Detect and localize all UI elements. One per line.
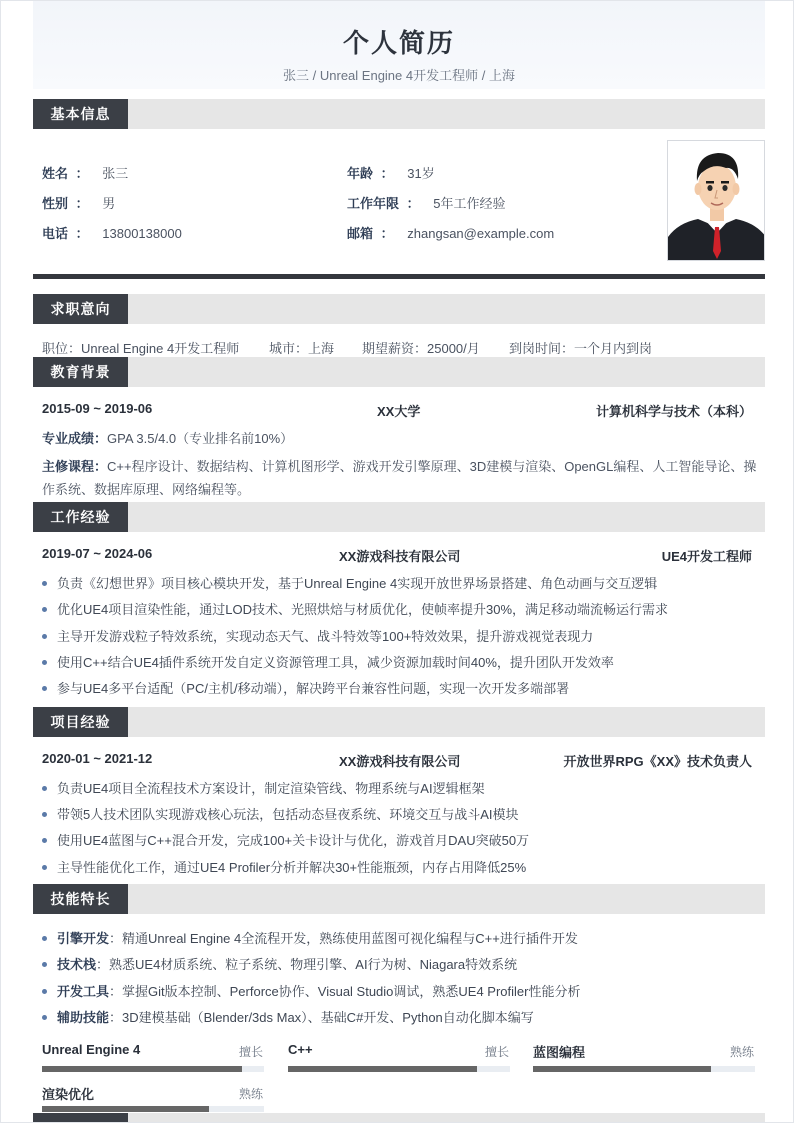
skill-bar-name: C++ bbox=[288, 1042, 313, 1057]
page-title: 个人简历 bbox=[342, 28, 455, 58]
age-value: 31岁 bbox=[407, 166, 435, 181]
courses-text-line1: C++程序设计、数据结构、计算机图形学、游戏开发引擎原理、3D建模与渲染、OpenGL编程、人工智能导论、操 bbox=[107, 459, 757, 474]
section-divider bbox=[33, 274, 765, 279]
intent-salary: 期望薪资：25000/月 bbox=[362, 341, 480, 356]
project-period: 2020-01 ~ 2021-12 bbox=[42, 751, 153, 766]
gpa-label: 专业成绩： bbox=[42, 431, 108, 446]
section-next-header bbox=[33, 1113, 765, 1123]
skill-item: 技术栈：熟悉UE4材质系统、粒子系统、物理引擎、AI行为树、Niagara特效系统 bbox=[42, 954, 517, 973]
name-colon: ： bbox=[75, 166, 89, 181]
section-skills-title: 技能特长 bbox=[33, 884, 128, 914]
section-project-title: 项目经验 bbox=[33, 707, 128, 737]
skill-bar-fill bbox=[42, 1106, 209, 1112]
skill-item: 辅助技能：3D建模基础（Blender/3ds Max）、基础C#开发、Python自动化脚本编写 bbox=[42, 1007, 534, 1026]
email-label: 邮箱 bbox=[347, 226, 374, 241]
section-basic-title: 基本信息 bbox=[33, 99, 128, 129]
gender-value: 男 bbox=[102, 196, 116, 211]
skill-bar-level: 擅长 bbox=[485, 1045, 510, 1059]
years-value: 5年工作经验 bbox=[433, 196, 506, 211]
skill-bar-level: 熟练 bbox=[730, 1045, 755, 1059]
bullet-dot-icon bbox=[42, 786, 47, 791]
section-work-header bbox=[33, 502, 765, 532]
gender-label: 性别 bbox=[42, 196, 69, 211]
education-courses-line1 bbox=[42, 456, 756, 475]
years-label: 工作年限 bbox=[347, 196, 400, 211]
skill-bar-fill bbox=[42, 1066, 242, 1072]
age-colon: ： bbox=[380, 166, 394, 181]
bullet-dot-icon bbox=[42, 865, 47, 870]
skill-bar-track bbox=[42, 1066, 264, 1072]
skill-bar-level: 熟练 bbox=[239, 1087, 264, 1101]
basic-email-row bbox=[347, 223, 554, 242]
phone-colon: ： bbox=[75, 226, 89, 241]
bullet-dot-icon bbox=[42, 812, 47, 817]
gpa-value: GPA 3.5/4.0（专业排名前10%） bbox=[107, 431, 294, 446]
work-company: XX游戏科技有限公司 bbox=[339, 549, 461, 564]
phone-label: 电话 bbox=[42, 226, 69, 241]
name-value: 张三 bbox=[102, 166, 129, 181]
skill-bar-track bbox=[288, 1066, 510, 1072]
project-role: 开放世界RPG《XX》技术负责人 bbox=[563, 754, 752, 769]
bullet-dot-icon bbox=[42, 660, 47, 665]
intent-city: 城市：上海 bbox=[269, 341, 335, 356]
basic-years-row bbox=[347, 193, 506, 212]
project-item: 使用UE4蓝图与C++混合开发，完成100+关卡设计与优化，游戏首月DAU突破50万 bbox=[42, 830, 529, 849]
project-item: 带领5人技术团队实现游戏核心玩法，包括动态昼夜系统、环境交互与战斗AI模块 bbox=[42, 804, 519, 823]
skill-bar-track bbox=[533, 1066, 755, 1072]
education-major: 计算机科学与技术（本科） bbox=[595, 404, 752, 419]
skill-bar-name: 蓝图编程 bbox=[533, 1045, 586, 1060]
education-period: 2015-09 ~ 2019-06 bbox=[42, 401, 153, 416]
phone-value: 13800138000 bbox=[102, 226, 182, 241]
name-label: 姓名 bbox=[42, 166, 69, 181]
section-education-title: 教育背景 bbox=[33, 357, 128, 387]
basic-gender-row bbox=[42, 193, 115, 212]
bullet-dot-icon bbox=[42, 989, 47, 994]
project-item: 负责UE4项目全流程技术方案设计，制定渲染管线、物理系统与AI逻辑框架 bbox=[42, 778, 485, 797]
section-next-title bbox=[33, 1113, 128, 1123]
bullet-dot-icon bbox=[42, 607, 47, 612]
education-courses-line2: 作系统、数据库原理、网络编程等。 bbox=[42, 482, 251, 497]
basic-age-row bbox=[347, 163, 435, 182]
email-colon: ： bbox=[380, 226, 394, 241]
work-item: 参与UE4多平台适配（PC/主机/移动端），解决跨平台兼容性问题，实现一次开发多端部署 bbox=[42, 678, 569, 697]
intent-arrival: 到岗时间：一个月内到岗 bbox=[509, 341, 653, 356]
bullet-dot-icon bbox=[42, 581, 47, 586]
work-item: 使用C++结合UE4插件系统开发自定义资源管理工具，减少资源加载时间40%，提升团队开发效率 bbox=[42, 652, 614, 671]
work-item: 主导开发游戏粒子特效系统，实现动态天气、战斗特效等100+特效效果，提升游戏视觉表现力 bbox=[42, 626, 593, 645]
gender-colon: ： bbox=[75, 196, 89, 211]
section-basic-header bbox=[33, 99, 765, 129]
age-label: 年龄 bbox=[347, 166, 374, 181]
courses-label: 主修课程： bbox=[42, 459, 108, 474]
work-role: UE4开发工程师 bbox=[661, 549, 752, 564]
bullet-dot-icon bbox=[42, 962, 47, 967]
section-work-title: 工作经验 bbox=[33, 502, 128, 532]
section-intent-title: 求职意向 bbox=[33, 294, 128, 324]
basic-phone-row bbox=[42, 223, 182, 242]
project-company: XX游戏科技有限公司 bbox=[339, 754, 461, 769]
skill-bar-name: Unreal Engine 4 bbox=[42, 1042, 141, 1057]
resume-header bbox=[33, 1, 765, 89]
skill-item: 引擎开发：精通Unreal Engine 4全流程开发，熟练使用蓝图可视化编程与C++进行插件开发 bbox=[42, 928, 578, 947]
skill-bar-fill bbox=[288, 1066, 477, 1072]
section-intent-header bbox=[33, 294, 765, 324]
page-subtitle: 张三 / Unreal Engine 4开发工程师 / 上海 bbox=[283, 68, 515, 83]
bullet-dot-icon bbox=[42, 936, 47, 941]
skill-bar-name: 渲染优化 bbox=[42, 1087, 95, 1102]
bullet-dot-icon bbox=[42, 1015, 47, 1020]
work-item: 负责《幻想世界》项目核心模块开发，基于Unreal Engine 4实现开放世界场景搭建、角色动画与交互逻辑 bbox=[42, 573, 657, 592]
bullet-dot-icon bbox=[42, 634, 47, 639]
avatar bbox=[667, 140, 765, 261]
education-school: XX大学 bbox=[377, 404, 421, 419]
basic-name-row bbox=[42, 163, 128, 182]
work-item: 优化UE4项目渲染性能，通过LOD技术、光照烘焙与材质优化，使帧率提升30%，满足移动端流畅运行需求 bbox=[42, 599, 668, 618]
skill-item: 开发工具：掌握Git版本控制、Perforce协作、Visual Studio调试，熟悉UE4 Profiler性能分析 bbox=[42, 981, 580, 1000]
skill-bar-level: 擅长 bbox=[239, 1045, 264, 1059]
project-item: 主导性能优化工作，通过UE4 Profiler分析并解决30+性能瓶颈，内存占用降低25% bbox=[42, 857, 526, 876]
years-colon: ： bbox=[406, 196, 420, 211]
education-gpa bbox=[42, 428, 293, 447]
email-value: zhangsan@example.com bbox=[407, 226, 555, 241]
section-project-header bbox=[33, 707, 765, 737]
work-period: 2019-07 ~ 2024-06 bbox=[42, 546, 153, 561]
avatar-illustration bbox=[668, 141, 765, 261]
skill-bar-track bbox=[42, 1106, 264, 1112]
bullet-dot-icon bbox=[42, 838, 47, 843]
bullet-dot-icon bbox=[42, 686, 47, 691]
skill-bar-fill bbox=[533, 1066, 711, 1072]
section-skills-header bbox=[33, 884, 765, 914]
section-education-header bbox=[33, 357, 765, 387]
intent-position: 职位：Unreal Engine 4开发工程师 bbox=[42, 341, 240, 356]
